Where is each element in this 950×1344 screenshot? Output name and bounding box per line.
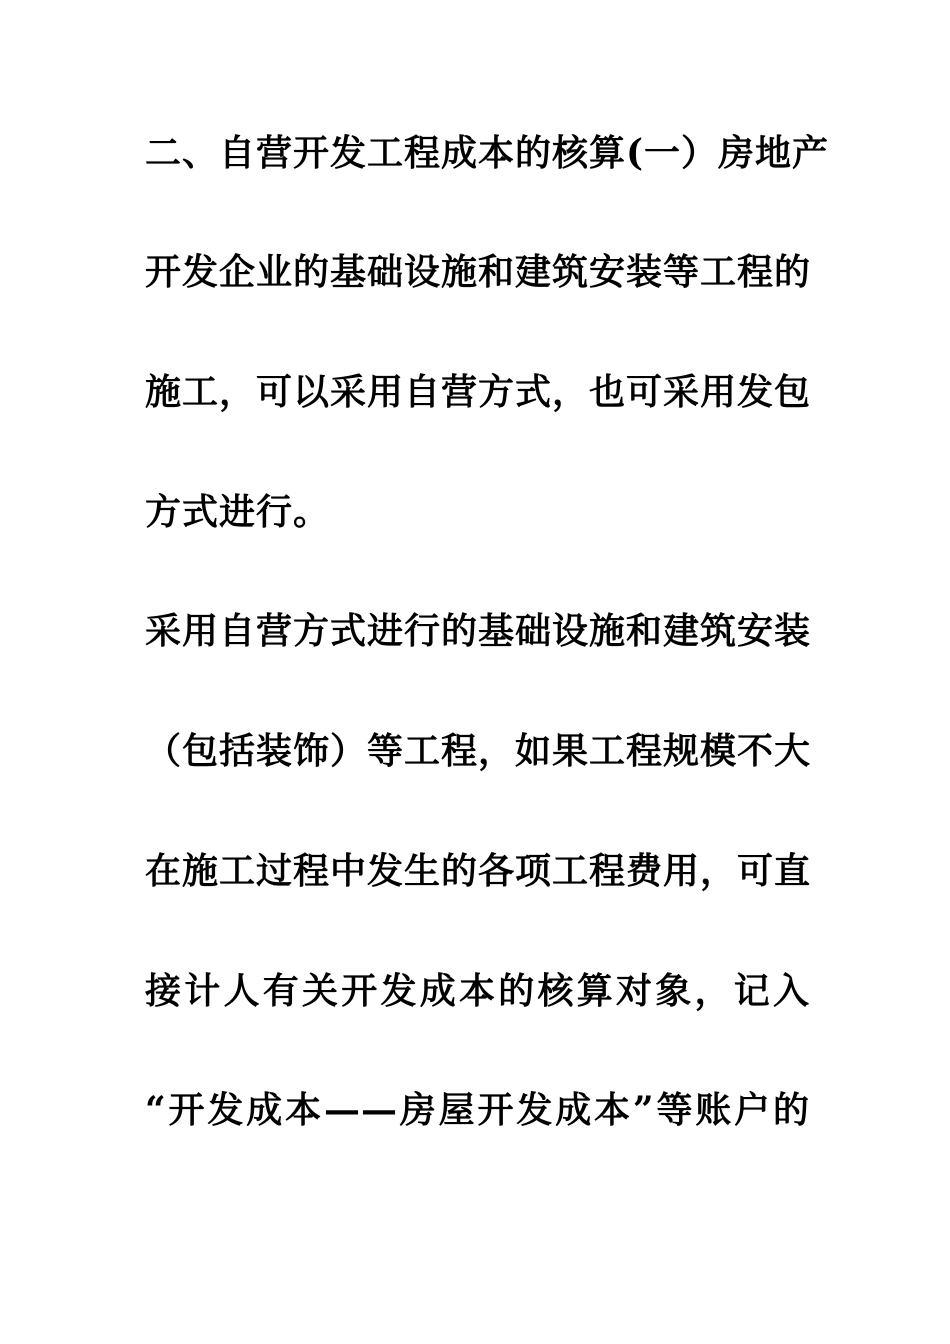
paragraph-line-4: 方式进行。 [145, 491, 331, 533]
paragraph-line-5: 采用自营方式进行的基础设施和建筑安装 [145, 610, 812, 652]
paragraph-line-2: 开发企业的基础设施和建筑安装等工程的 [145, 251, 812, 293]
paragraph-line-7: 在施工过程中发生的各项工程费用，可直 [145, 850, 812, 892]
paragraph-line-8: 接计人有关开发成本的核算对象，记入 [145, 970, 810, 1012]
paragraph-line-9: “开发成本——房屋开发成本”等账户的 [145, 1089, 810, 1131]
paragraph-line-1: 二、自营开发工程成本的核算(一）房地产 [145, 132, 830, 174]
paragraph-line-3: 施工，可以采用自营方式，也可采用发包 [145, 371, 812, 413]
paragraph-line-6: （包括装饰）等工程，如果工程规模不大 [145, 730, 812, 772]
